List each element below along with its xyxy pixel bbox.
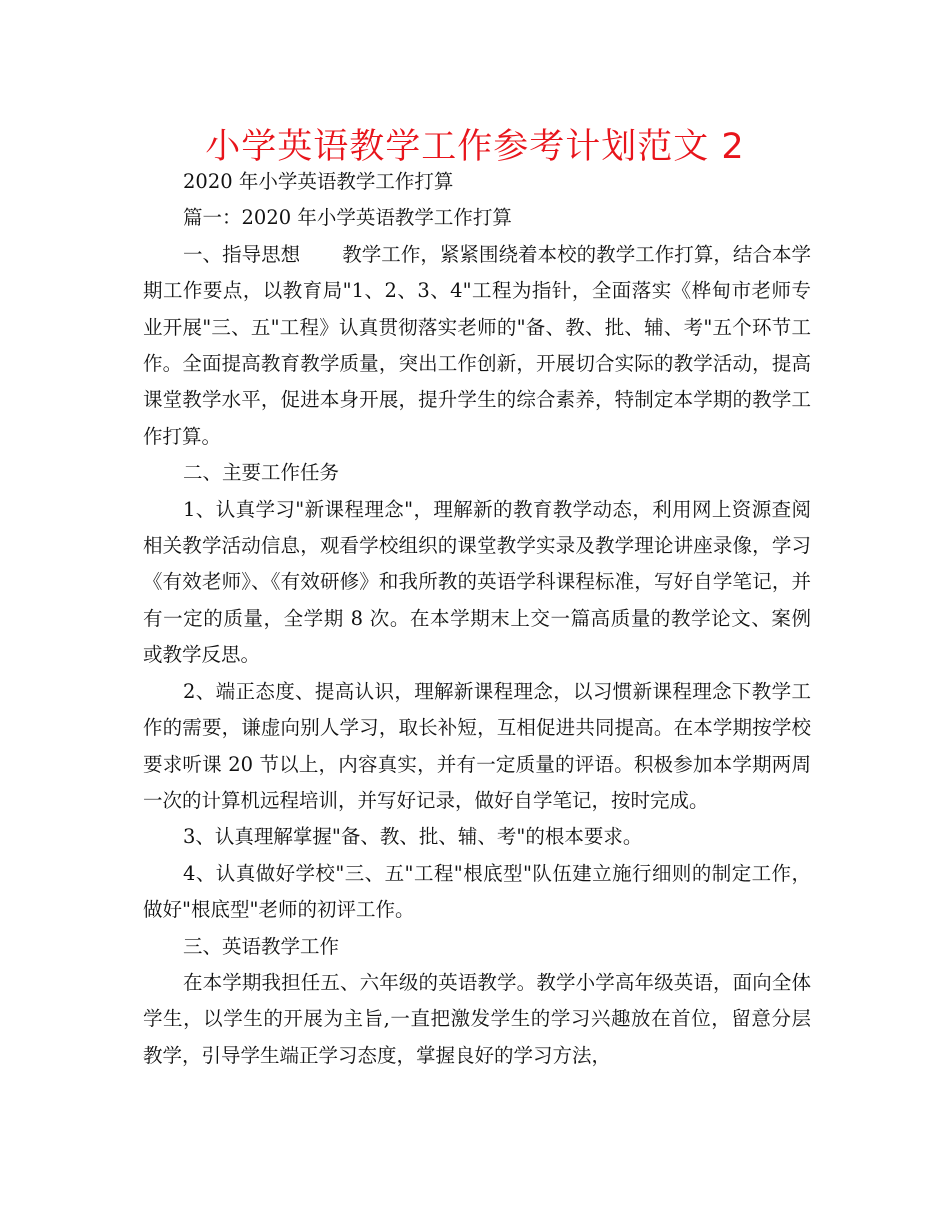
task-item-1: 1、认真学习"新课程理念"，理解新的教育教学动态，利用网上资源查阅相关教学活动信息，观看学校组织的课堂教学实录及教学理论讲座录像，学习《有效老师》、《有效研修》和我所教的英语学科课程标准，写好自学笔记，并有一定的质量，全学期 8 次。在本学期末上交一篇高质量的教学论文、案例或教学反思。 [143, 497, 811, 667]
task-item-4: 4、认真做好学校"三、五"工程"根底型"队伍建立施行细则的制定工作，做好"根底型"老师的初评工作。 [143, 861, 811, 922]
document-title: 小学英语教学工作参考计划范文 2 [205, 127, 745, 167]
part-heading: 篇一：2020 年小学英语教学工作打算 [183, 206, 512, 230]
section-1-heading: 一、指导思想 [183, 242, 301, 266]
document-subtitle: 2020 年小学英语教学工作打算 [183, 170, 454, 193]
section-3-text: 在本学期我担任五、六年级的英语教学。教学小学高年级英语，面向全体学生，以学生的开展为主旨,一直把激发学生的学习兴趣放在首位，留意分层教学，引导学生端正学习态度，掌握良好的学习方法， [143, 970, 811, 1067]
section-1-text: 教学工作，紧紧围绕着本校的教学工作打算，结合本学期工作要点，以教育局"1、2、3、4"工程为指针，全面落实《桦甸市老师专业开展"三、五"工程》认真贯彻落实老师的"备、教、批、辅、考"五个环节工作。全面提高教育教学质量，突出工作创新，开展切合实际的教学活动，提高课堂教学水平，促进本身开展，提升学生的综合素养，特制定本学期的教学工作打算。 [143, 242, 811, 448]
task-item-3: 3、认真理解掌握"备、教、批、辅、考"的根本要求。 [183, 825, 643, 849]
section-1-paragraph [143, 237, 811, 455]
section-2-heading: 二、主要工作任务 [183, 461, 340, 485]
document-body [143, 164, 811, 1074]
task-item-2: 2、端正态度、提高认识，理解新课程理念，以习惯新课程理念下教学工作的需要，谦虚向别人学习，取长补短，互相促进共同提高。在本学期按学校要求听课 20 节以上，内容真实，并有一定质量的评语。积极参加本学期两周一次的计算机远程培训，并写好记录，做好自学笔记，按时完成。 [143, 679, 811, 812]
section-3-heading: 三、英语教学工作 [183, 934, 340, 958]
